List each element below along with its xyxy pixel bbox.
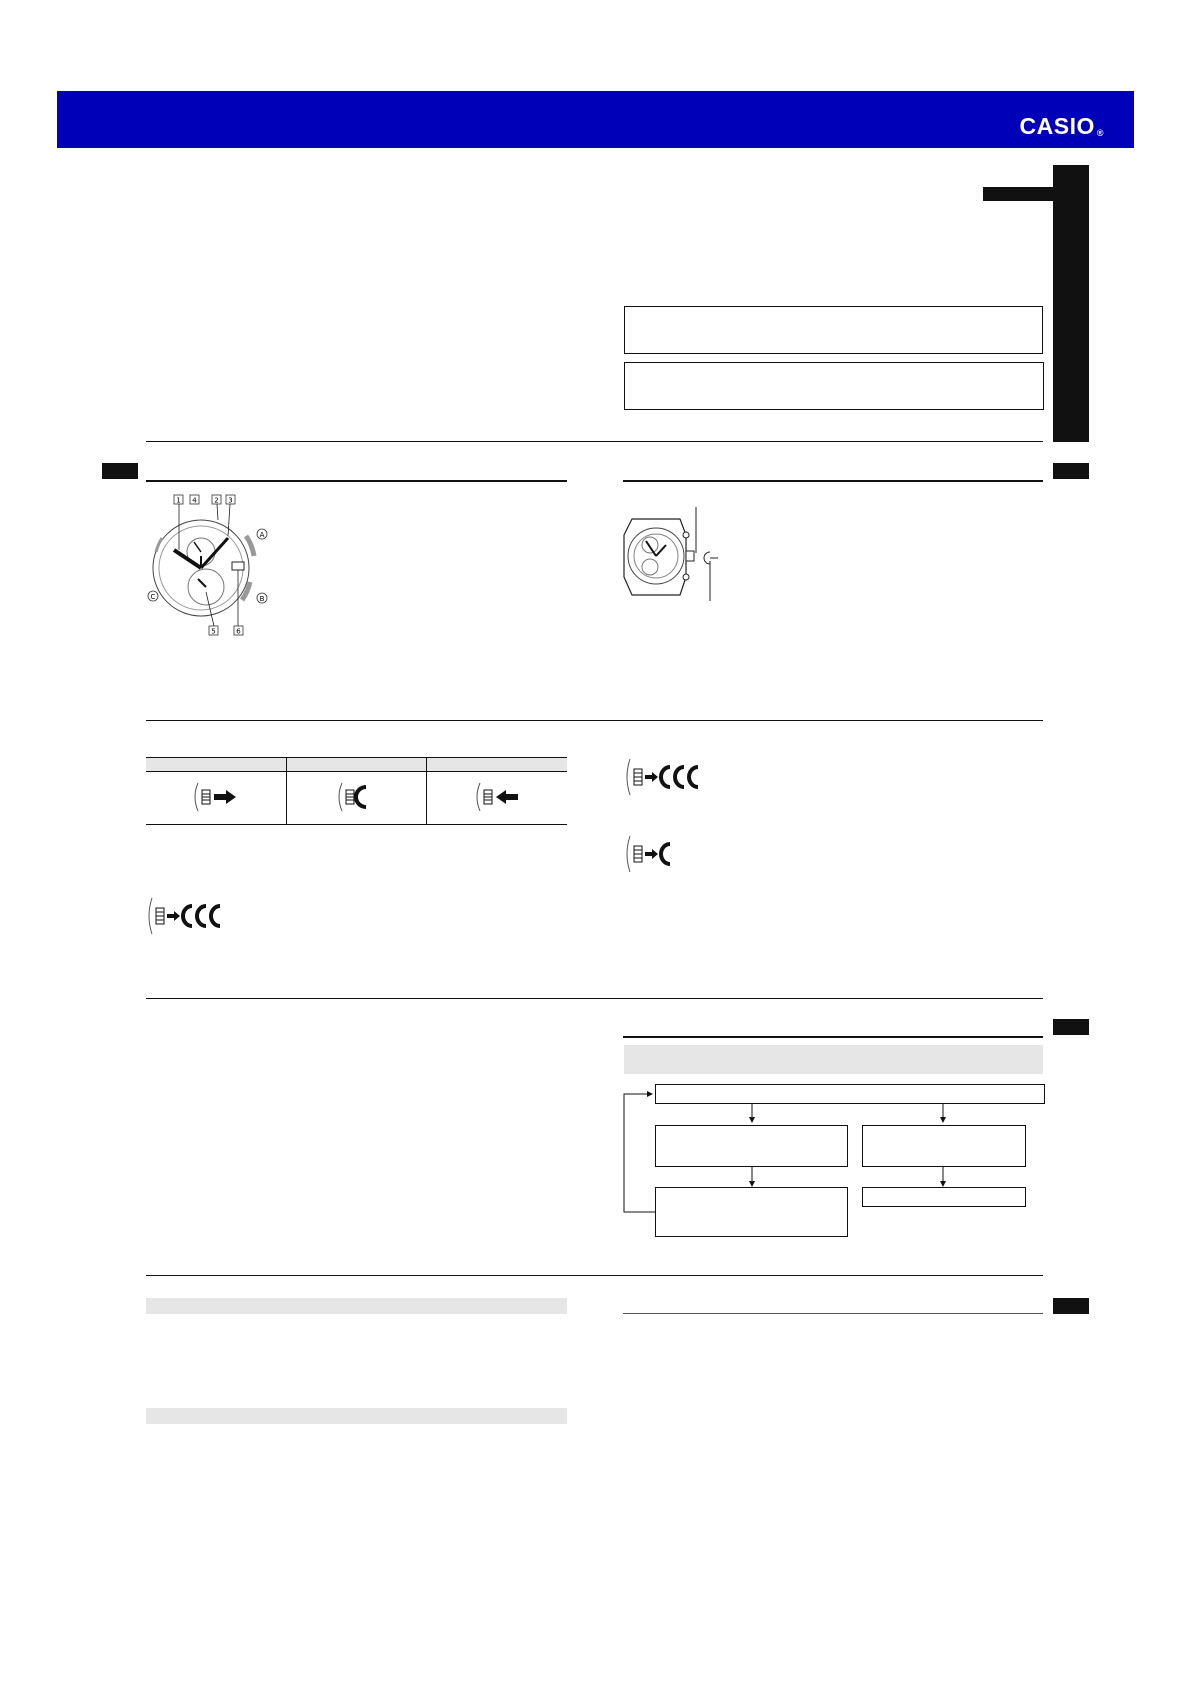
svg-text:C: C: [150, 593, 156, 601]
divider: [146, 441, 1043, 442]
svg-text:4: 4: [192, 496, 197, 505]
svg-text:5: 5: [211, 627, 216, 636]
svg-text:6: 6: [236, 627, 241, 636]
casio-logo: CASIO ®: [1019, 113, 1104, 139]
flowchart: [620, 1082, 1030, 1242]
divider: [146, 720, 1043, 721]
section-side-tab: [1053, 165, 1089, 442]
crown-operation-table: [146, 757, 567, 825]
crown-push-in-icon: [474, 781, 524, 818]
section-rule: [623, 480, 1043, 482]
flow-box-left-1: [655, 1125, 848, 1167]
notice-box-2: [624, 362, 1044, 410]
notice-box-1: [624, 306, 1043, 354]
flow-box-start: [655, 1084, 1045, 1104]
crown-rotate-fast-icon: [624, 757, 714, 802]
divider: [146, 1275, 1043, 1276]
section-rule: [146, 480, 567, 482]
flow-box-right-1: [862, 1125, 1026, 1167]
svg-text:3: 3: [228, 496, 233, 505]
page-tab-right: [1053, 463, 1089, 479]
watch-face-diagram: [146, 492, 286, 638]
svg-text:2: 2: [214, 496, 219, 505]
crown-rotate-fast-icon: [146, 896, 236, 941]
svg-text:1: 1: [176, 496, 181, 505]
header-banner: [57, 91, 1134, 148]
divider: [146, 998, 1043, 999]
flow-box-right-2: [862, 1187, 1026, 1207]
crown-rotate-icon: [336, 781, 376, 818]
section-heading-bar: [146, 1298, 567, 1314]
crown-rotate-step-icon: [624, 834, 684, 879]
svg-text:B: B: [259, 595, 265, 603]
page-tab-right: [1053, 1298, 1089, 1314]
crown-pull-out-icon: [192, 781, 242, 818]
page-tab-right: [1053, 1019, 1089, 1035]
section-rule: [623, 1036, 1043, 1038]
flow-box-left-2: [655, 1187, 848, 1237]
page-tab-left: [102, 463, 138, 479]
section-heading-bar: [624, 1045, 1043, 1074]
watch-crown-diagram: [620, 505, 720, 605]
svg-text:A: A: [259, 531, 265, 539]
section-rule: [623, 1313, 1043, 1314]
section-title-tab: [983, 187, 1055, 201]
section-heading-bar: [146, 1408, 567, 1424]
